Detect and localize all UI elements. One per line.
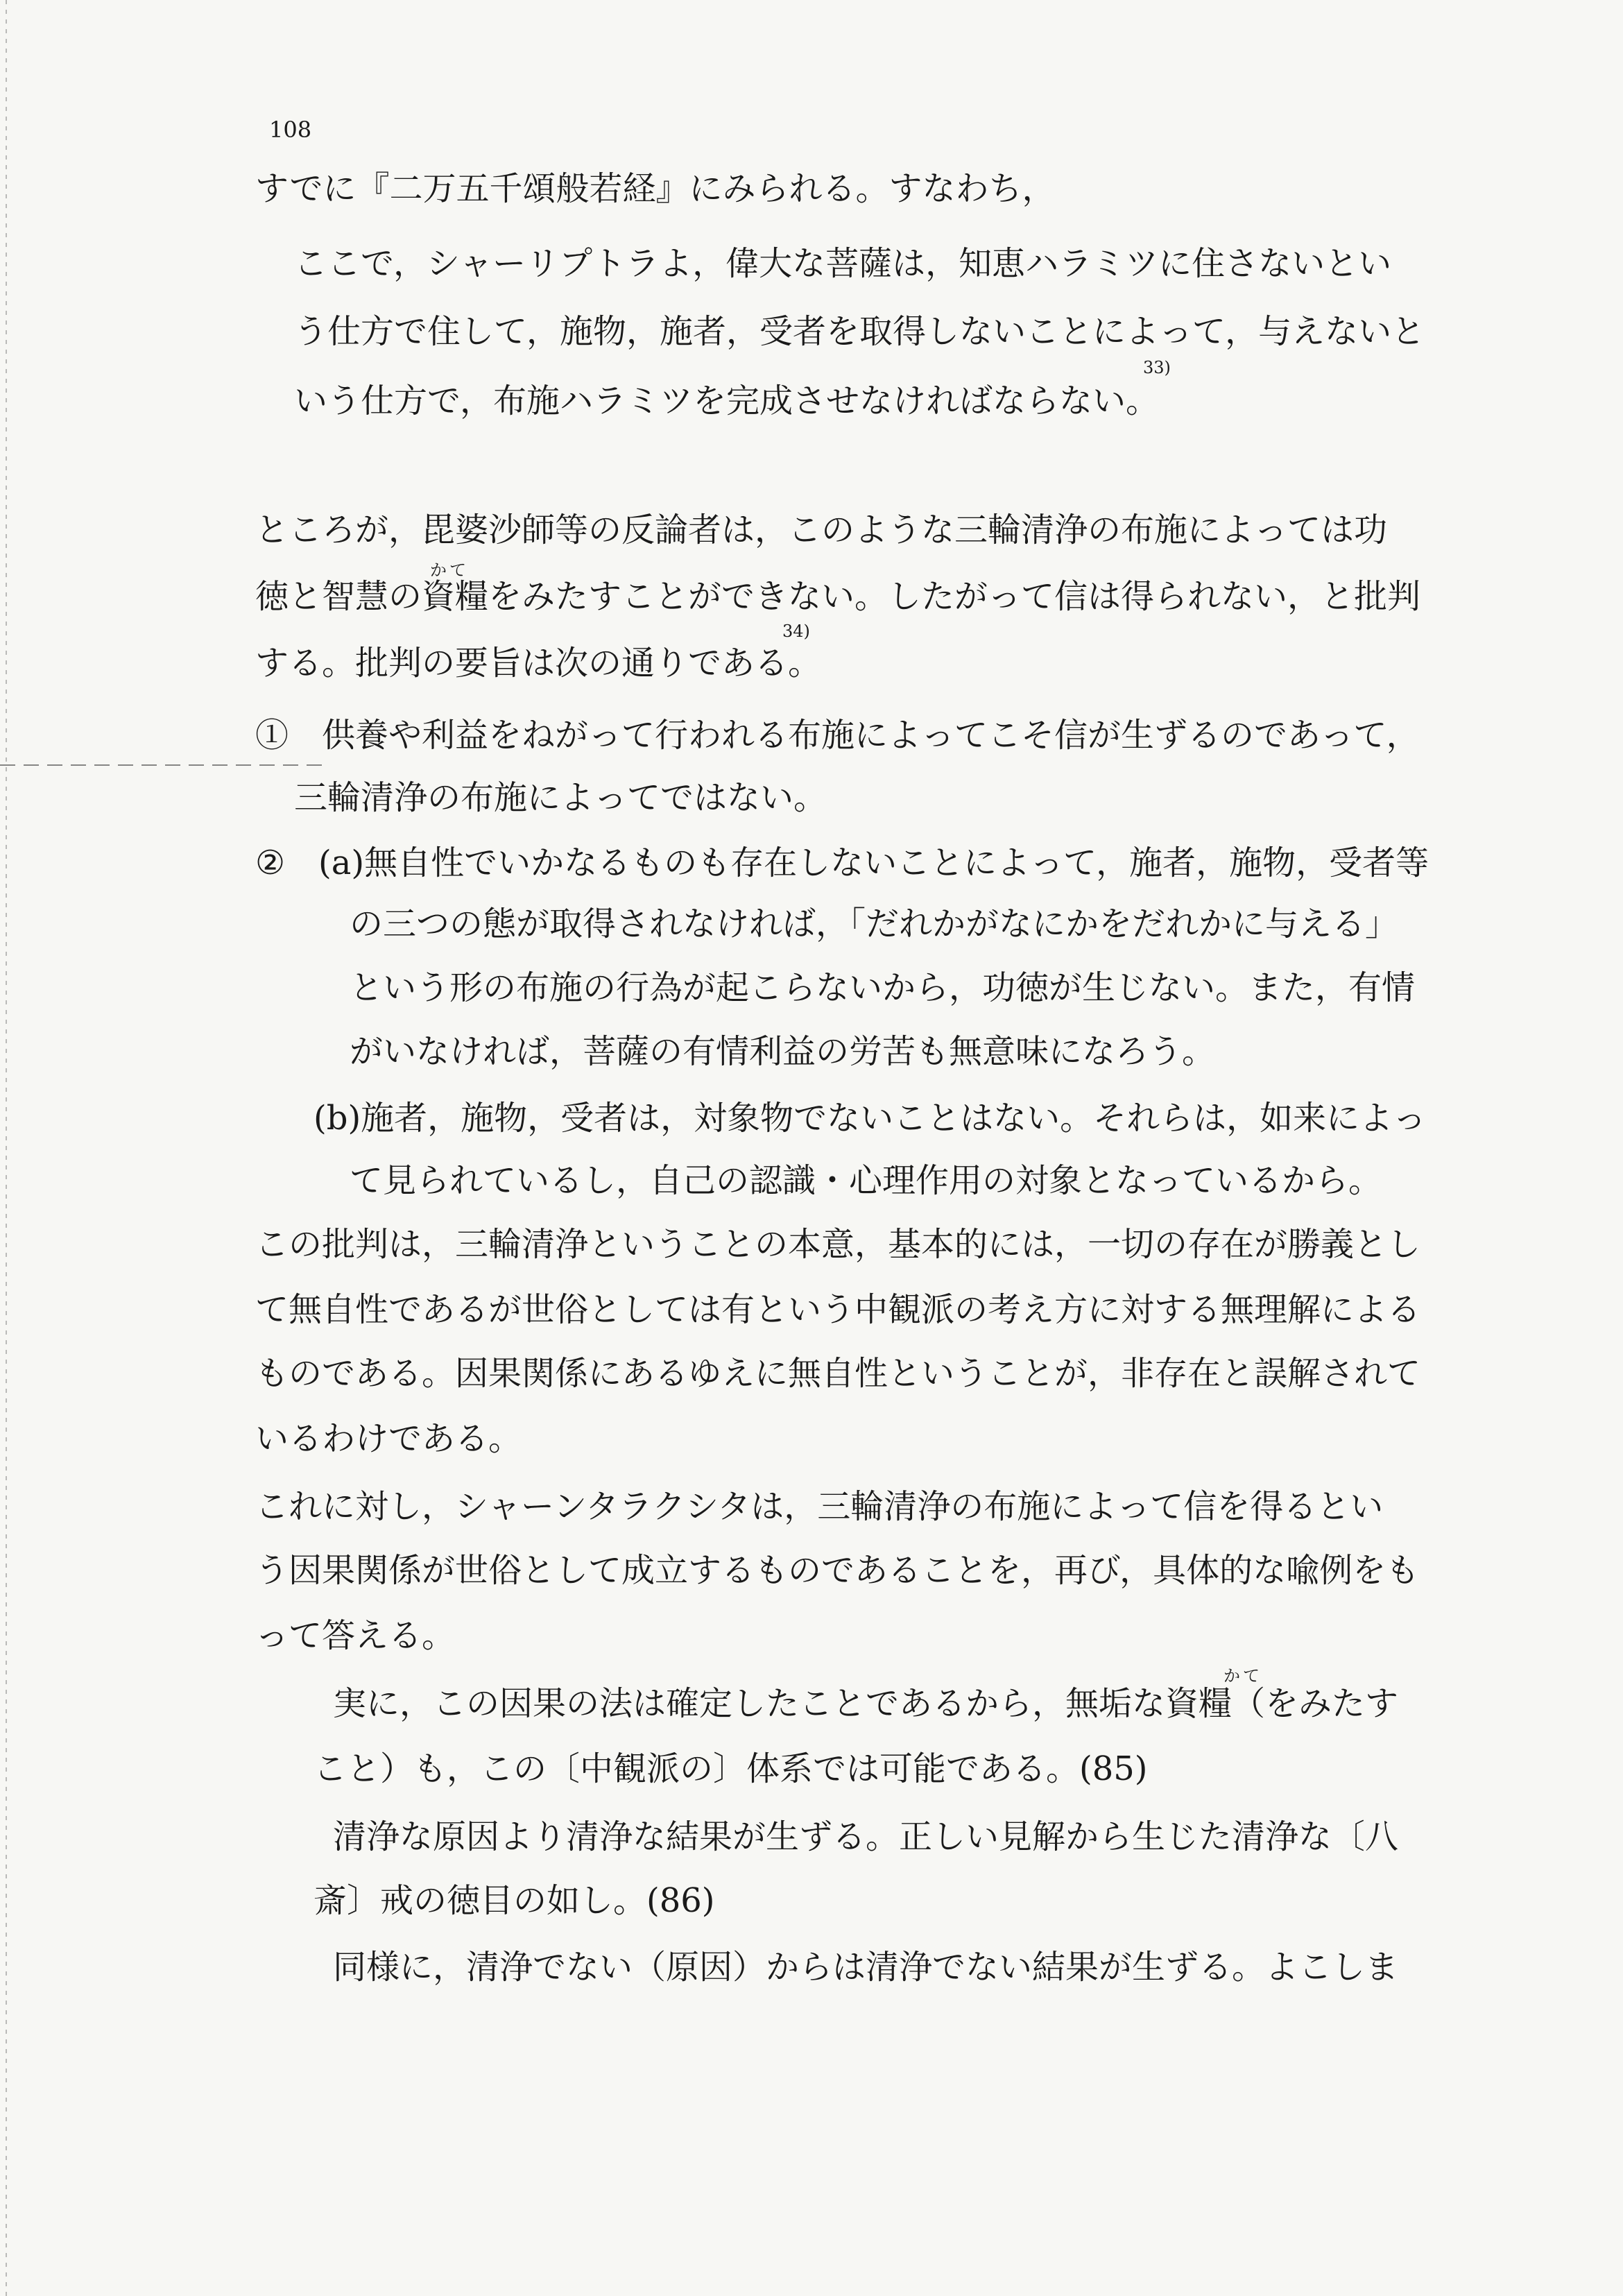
ruby-text: か: [430, 560, 447, 580]
footnote-mark: 34): [782, 622, 810, 641]
text-line: て見られているし，自己の認識・心理作用の対象となっているから。: [350, 1161, 1382, 1200]
text-line: ところが，毘婆沙師等の反論者は，このような三輪清浄の布施によっては功: [255, 511, 1388, 549]
footnote-mark: 33): [1143, 358, 1171, 377]
text-line: って答える。: [255, 1616, 456, 1655]
text-line: この批判は，三輪清浄ということの本意，基本的には，一切の存在が勝義とし: [255, 1225, 1421, 1264]
text-line: がいなければ，菩薩の有情利益の労苦も無意味になろう。: [350, 1032, 1216, 1071]
text-line: すでに『二万五千頌般若経』にみられる。すなわち，: [255, 169, 1056, 208]
text-line: う仕方で住して，施物，施者，受者を取得しないことによって，与えないと: [294, 312, 1425, 351]
ruby-text: て: [449, 560, 466, 580]
text-line: 同様に，清浄でない（原因）からは清浄でない結果が生ずる。よこしま: [333, 1948, 1399, 1987]
text-line: ものである。因果関係にあるゆえに無自性ということが，非存在と誤解されて: [255, 1354, 1421, 1393]
text-line: ここで，シャーリプトラよ，偉大な菩薩は，知恵ハラミツに住さないとい: [294, 244, 1392, 283]
text-line: という形の布施の行為が起こらないから，功徳が生じない。また，有情: [350, 968, 1416, 1007]
scan-edge-line: [6, 0, 7, 2296]
dashed-cut-line: [0, 764, 326, 766]
text-line: ① 供養や利益をねがって行われる布施によってこそ信が生ずるのであって，: [255, 716, 1420, 755]
text-line: いう仕方で，布施ハラミツを完成させなければならない。: [294, 382, 1160, 420]
text-line: 斎〕戒の徳目の如し。(86): [314, 1881, 715, 1920]
text-line: 清浄な原因より清浄な結果が生ずる。正しい見解から生じた清浄な〔八: [333, 1817, 1399, 1856]
ruby-text: か: [1223, 1666, 1240, 1686]
ruby-text: て: [1243, 1666, 1260, 1686]
text-line: (b)施者，施物，受者は，対象物でないことはない。それらは，如来によっ: [314, 1099, 1427, 1138]
text-line: う因果関係が世俗として成立するものであることを，再び，具体的な喩例をも: [255, 1551, 1420, 1590]
page-number: 108: [269, 117, 312, 143]
text-line: の三つの態が取得されなければ，「だれかがなにかをだれかに与える」: [350, 905, 1399, 943]
text-line: いるわけである。: [255, 1419, 522, 1458]
text-line: て無自性であるが世俗としては有という中観派の考え方に対する無理解による: [255, 1290, 1421, 1329]
text-line: 実に，この因果の法は確定したことであるから，無垢な資糧（をみたす: [333, 1684, 1399, 1723]
text-line: ② (a)無自性でいかなるものも存在しないことによって，施者，施物，受者等: [255, 843, 1429, 882]
text-line: する。批判の要旨は次の通りである。: [255, 644, 822, 683]
text-line: これに対し，シャーンタラクシタは，三輪清浄の布施によって信を得るとい: [255, 1487, 1384, 1526]
text-line: 三輪清浄の布施によってではない。: [294, 778, 827, 817]
text-line: 徳と智慧の資糧をみたすことができない。したがって信は得られない，と批判: [255, 577, 1421, 616]
text-line: こと）も，この〔中観派の〕体系では可能である。(85): [314, 1749, 1148, 1788]
